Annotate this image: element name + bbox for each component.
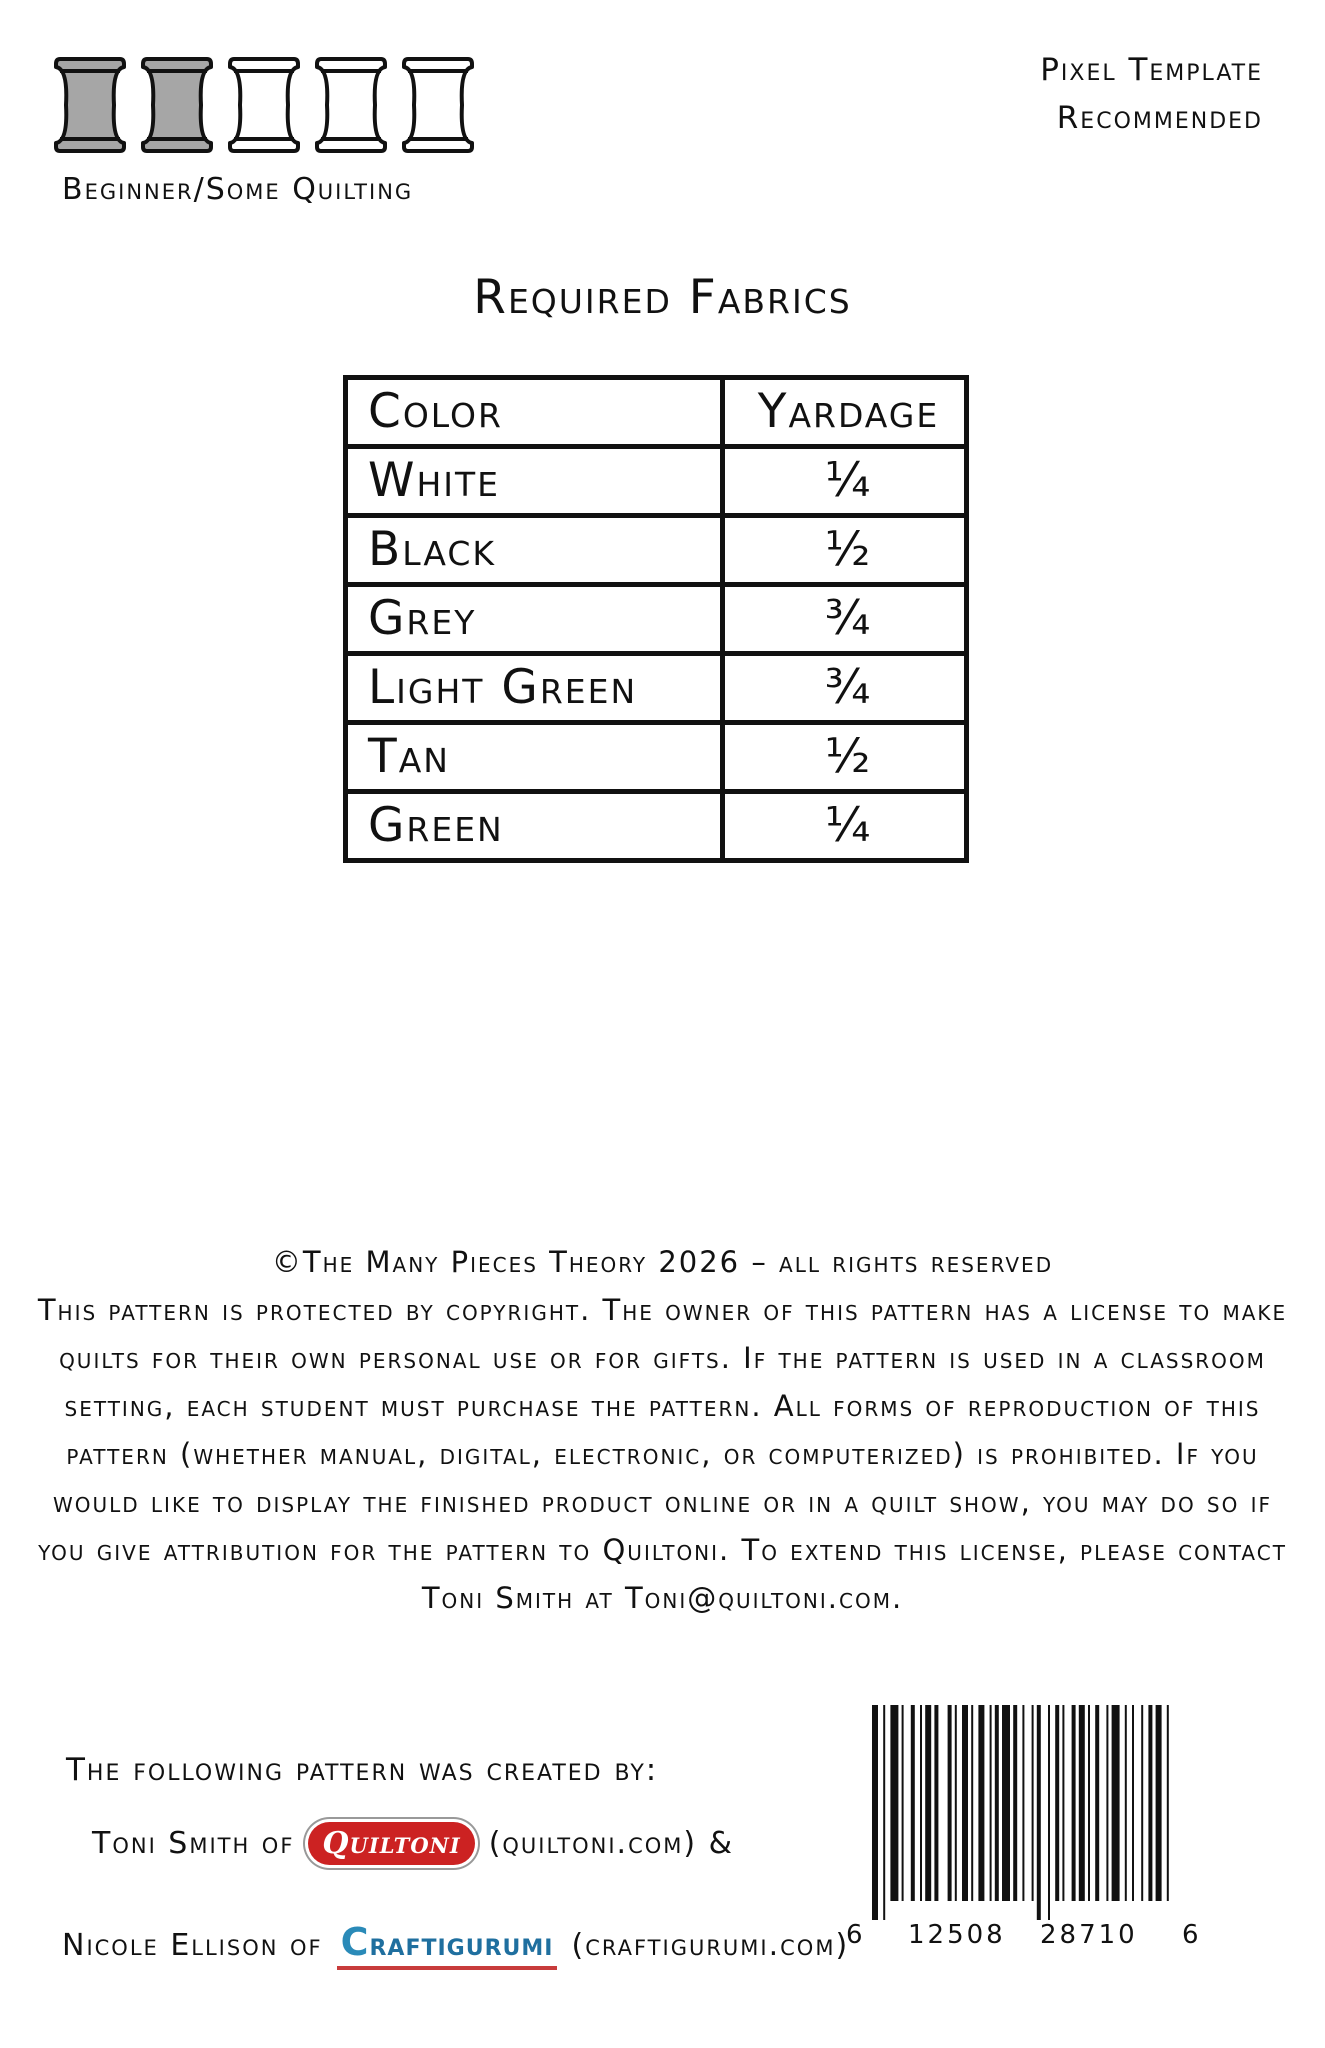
barcode-bar	[883, 1705, 885, 1920]
spool-icon	[56, 59, 124, 151]
credit-name: Nicole Ellison of	[62, 1927, 323, 1963]
spool-icon	[230, 59, 298, 151]
barcode-bar	[1013, 1705, 1017, 1901]
fabric-color: Grey	[346, 585, 723, 654]
table-row	[346, 654, 967, 723]
copyright-notice	[30, 1238, 1295, 1622]
difficulty-spools	[54, 55, 484, 155]
fabric-yardage: ¾	[723, 585, 967, 654]
fabric-color: White	[346, 447, 723, 516]
credit-name: Toni Smith of	[92, 1826, 295, 1861]
credit-craftigurumi	[62, 1920, 849, 1970]
barcode-bar	[925, 1705, 931, 1901]
fabric-yardage: ¼	[723, 792, 967, 861]
barcode-digit-first: 6	[846, 1920, 863, 1950]
barcode-bar	[902, 1705, 904, 1901]
barcode-bar	[1148, 1705, 1152, 1901]
barcode-bar	[1167, 1705, 1169, 1901]
table-row	[346, 516, 967, 585]
table-row	[346, 447, 967, 516]
barcode-bar	[1032, 1705, 1034, 1901]
spool-icon	[317, 59, 385, 151]
header-color: Color	[346, 378, 723, 447]
header-yardage: Yardage	[723, 378, 967, 447]
table-header-row	[346, 378, 967, 447]
craftigurumi-logo-rest: RAFTIGURUMI	[369, 1936, 554, 1961]
craftigurumi-logo-initial: C	[340, 1920, 370, 1964]
copyright-body: This pattern is protected by copyright. The owner of this pattern has a license to make quilts for their own personal use or for gifts. If the pattern is used in a classroom setting, each student must purchase the pattern. All forms of reproduction of this pattern (whether manual, digital, electronic, or computerized) is prohibited. If you would like to display the finished product online or in a quilt show, you may do so if you give attribution for the pattern to Quiltoni. To extend this license, please contact Toni Smith at Toni@quiltoni.com.	[37, 1293, 1288, 1615]
barcode-bar	[890, 1705, 898, 1901]
fabric-yardage: ½	[723, 723, 967, 792]
barcode-bar	[995, 1705, 999, 1901]
barcode-bar	[1095, 1705, 1099, 1901]
barcode-bar	[1055, 1705, 1059, 1901]
barcode-group-2: 28710	[1040, 1920, 1138, 1950]
barcode-bar	[1156, 1705, 1162, 1901]
barcode-bar	[1125, 1705, 1127, 1901]
barcode-bar	[1072, 1705, 1076, 1901]
table-row	[346, 792, 967, 861]
fabric-yardage: ¼	[723, 447, 967, 516]
credits-intro: The following pattern was created by:	[66, 1752, 659, 1788]
barcode-bar	[1112, 1705, 1120, 1901]
barcode-bar	[1048, 1705, 1050, 1920]
fabric-color: Black	[346, 516, 723, 585]
barcode-bar	[948, 1705, 952, 1901]
table-row	[346, 723, 967, 792]
template-note	[1040, 46, 1263, 142]
template-note-line1: Pixel Template	[1040, 52, 1263, 88]
credit-site: (craftigurumi.com)	[571, 1927, 850, 1963]
barcode-bar	[962, 1705, 968, 1901]
barcode-bar	[1037, 1705, 1041, 1920]
credit-site: (quiltoni.com) &	[488, 1826, 735, 1861]
fabric-yardage: ½	[723, 516, 967, 585]
fabric-yardage: ¾	[723, 654, 967, 723]
barcode-bar	[1079, 1705, 1085, 1901]
template-note-line2: Recommended	[1056, 100, 1263, 136]
difficulty-label: Beginner/Some Quilting	[62, 172, 414, 207]
spool-icon	[143, 59, 211, 151]
barcode-bar	[920, 1705, 922, 1901]
credit-quiltoni	[92, 1822, 734, 1865]
barcode-bar	[1062, 1705, 1064, 1901]
barcode-bar	[934, 1705, 938, 1901]
copyright-line: ©The Many Pieces Theory 2026 – all rights reserved	[271, 1245, 1054, 1279]
fabric-color: Light Green	[346, 654, 723, 723]
fabric-table	[343, 375, 969, 863]
barcode-bar	[872, 1705, 878, 1920]
barcode-bar	[955, 1705, 957, 1901]
quiltoni-logo: Quiltoni	[308, 1822, 474, 1865]
spool-icon	[404, 59, 472, 151]
barcode-bar	[1002, 1705, 1010, 1901]
barcode-bar	[1141, 1705, 1143, 1901]
craftigurumi-logo	[337, 1920, 558, 1970]
barcode	[870, 1705, 1175, 1920]
fabrics-title: Required Fabrics	[473, 270, 852, 325]
fabric-color: Green	[346, 792, 723, 861]
barcode-bar	[990, 1705, 992, 1901]
barcode-group-1: 12508	[908, 1920, 1006, 1950]
barcode-bar	[978, 1705, 984, 1901]
barcode-bar	[911, 1705, 915, 1901]
barcode-bar	[1088, 1705, 1090, 1901]
barcode-bar	[971, 1705, 973, 1901]
barcode-bar	[1022, 1705, 1024, 1901]
barcode-bar	[1132, 1705, 1134, 1901]
table-row	[346, 585, 967, 654]
barcode-bar	[1106, 1705, 1108, 1901]
barcode-digit-last: 6	[1182, 1920, 1199, 1950]
fabric-color: Tan	[346, 723, 723, 792]
